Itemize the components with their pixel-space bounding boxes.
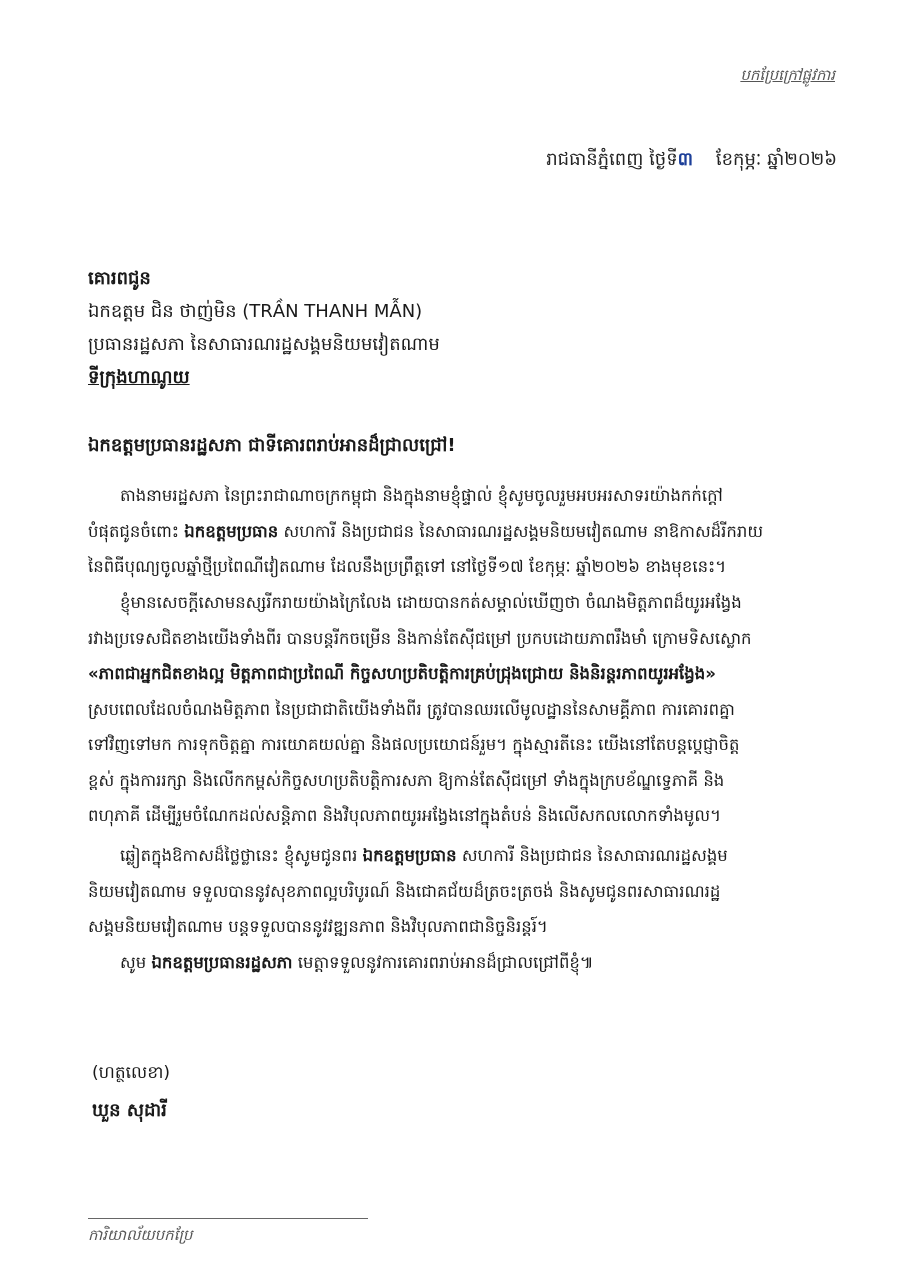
recipient-title: ប្រធានរដ្ឋសភា នៃសាធារណរដ្ឋសង្គមនិយមវៀតណាម xyxy=(88,334,440,355)
paragraph-2 xyxy=(88,585,848,834)
p3-line-1-bold: ឯកឧត្តមប្រធាន xyxy=(362,846,457,865)
p2-line-5: ទៅវិញទៅមក ការទុកចិត្តគ្នា ការយោគយល់គ្នា និងផលប្រយោជន៍រួម។ ក្នុងស្មារតីនេះ យើងនៅតែបន្តប្ដេជ្ញាចិត្ត xyxy=(88,735,740,754)
signatory-name: ឃួន សុដារី xyxy=(92,1100,167,1121)
p2-line-6: ខ្ពស់ ក្នុងការរក្សា និងលើកកម្ពស់កិច្ចសហប្រតិបត្តិការសភា ឱ្យកាន់តែស៊ីជម្រៅ ទាំងក្នុងក្របខ័ណ្ឌទ្វេភាគី និង xyxy=(88,770,725,790)
date-prefix: រាជធានីភ្នំពេញ ថ្ងៃទី xyxy=(546,149,678,170)
translation-office: ការិយាល័យបកប្រែ xyxy=(88,1226,193,1244)
paragraph-4 xyxy=(88,945,848,981)
p3-line-1a: ឆ្លៀតក្នុងឱកាសដ៏ថ្លៃថ្លានេះ ខ្ញុំសូមជូនពរ xyxy=(120,846,358,865)
unofficial-translation-note: បកប្រែក្រៅផ្លូវការ xyxy=(740,66,835,84)
p2-line-2: រវាងប្រទេសជិតខាងយើងទាំងពីរ បានបន្តរីកចម្រើន និងកាន់តែស៊ីជម្រៅ ប្រកបដោយភាពរឹងមាំ ក្រោមទិសស្លោក xyxy=(88,628,752,648)
p3-line-3: សង្គមនិយមវៀតណាម បន្តទទួលបាននូវវឌ្ឍនភាព និងវិបុលភាពជានិច្ចនិរន្តរ៍។ xyxy=(88,917,548,936)
p2-slogan: «ភាពជាអ្នកជិតខាងល្អ មិត្តភាពជាប្រពៃណី កិច្ចសហប្រតិបត្តិការគ្រប់ជ្រុងជ្រោយ និងនិរន្តរភាពយូរអង្វែង» xyxy=(88,664,716,683)
p2-line-1: ខ្ញុំមានសេចក្ដីសោមនស្សរីករាយយ៉ាងក្រៃលែង ដោយបានកត់សម្គាល់ឃើញថា ចំណងមិត្តភាពដ៏យូរអង្វែង xyxy=(120,593,742,612)
recipient-greeting: គោរពជូន xyxy=(88,268,151,289)
paragraph-1 xyxy=(88,478,848,585)
letter-date xyxy=(546,147,837,174)
p1-line-1: តាងនាមរដ្ឋសភា នៃព្រះរាជាណាចក្រកម្ពុជា និងក្នុងនាមខ្ញុំផ្ទាល់ ខ្ញុំសូមចូលរួមអបអរសាទរយ៉ាងកក់ក្ដៅ xyxy=(120,486,723,505)
recipient-city: ទីក្រុងហាណូយ xyxy=(88,367,190,388)
salutation: ឯកឧត្តមប្រធានរដ្ឋសភា ជាទីគោរពរាប់អានដ៏ជ្រាលជ្រៅ! xyxy=(88,435,456,456)
p2-line-4: ស្របពេលដែលចំណងមិត្តភាព នៃប្រជាជាតិយើងទាំងពីរ ត្រូវបានឈរលើមូលដ្ឋាននៃសាមគ្គីភាព ការគោរពគ្នា xyxy=(88,699,735,719)
p4-bold: ឯកឧត្តមប្រធានរដ្ឋសភា xyxy=(151,953,293,972)
p1-line-2-bold: ឯកឧត្តមប្រធាន xyxy=(184,521,279,541)
p1-line-2a: បំផុតជូនចំពោះ xyxy=(88,521,180,541)
date-day: ៣ xyxy=(677,149,694,170)
p1-line-3: នៃពិធីបុណ្យចូលឆ្នាំថ្មីប្រពៃណីវៀតណាម ដែលនឹងប្រព្រឹត្តទៅ នៅថ្ងៃទី១៧ ខែកុម្ភៈ ឆ្នាំ២០២៦ ខាងមុខនេះ។ xyxy=(88,557,727,576)
signature-label: (ហត្ថលេខា) xyxy=(92,1063,171,1083)
paragraph-3 xyxy=(88,838,848,945)
footer-divider xyxy=(88,1218,368,1219)
p4-prefix: សូម xyxy=(120,953,147,972)
p3-line-2: និយមវៀតណាម ទទួលបាននូវសុខភាពល្អបរិបូរណ៍ និងជោគជ័យដ៏ត្រចះត្រចង់ និងសូមជូនពរសាធារណរដ្ឋ xyxy=(88,881,721,901)
p3-line-1b: សហការី និងប្រជាជន នៃសាធារណរដ្ឋសង្គម xyxy=(461,846,728,865)
date-suffix: ខែកុម្ភៈ ឆ្នាំ២០២៦ xyxy=(715,149,837,170)
p1-line-2b: សហការី និងប្រជាជន នៃសាធារណរដ្ឋសង្គមនិយមវៀតណាម នាឱកាសដ៏រីករាយ xyxy=(283,521,764,541)
p2-line-7: ពហុភាគី ដើម្បីរួមចំណែកដល់សន្តិភាព និងវិបុលភាពយូរអង្វែងនៅក្នុងតំបន់ និងលើសកលលោកទាំងមូល។ xyxy=(88,806,721,825)
recipient-name: ឯកឧត្តម ជិន ថាញ់មិន (TRẦN THANH MẪN) xyxy=(88,301,423,322)
p4-suffix: មេត្តាទទួលនូវការគោរពរាប់អានដ៏ជ្រាលជ្រៅពីខ្ញុំ៕ xyxy=(297,953,594,972)
